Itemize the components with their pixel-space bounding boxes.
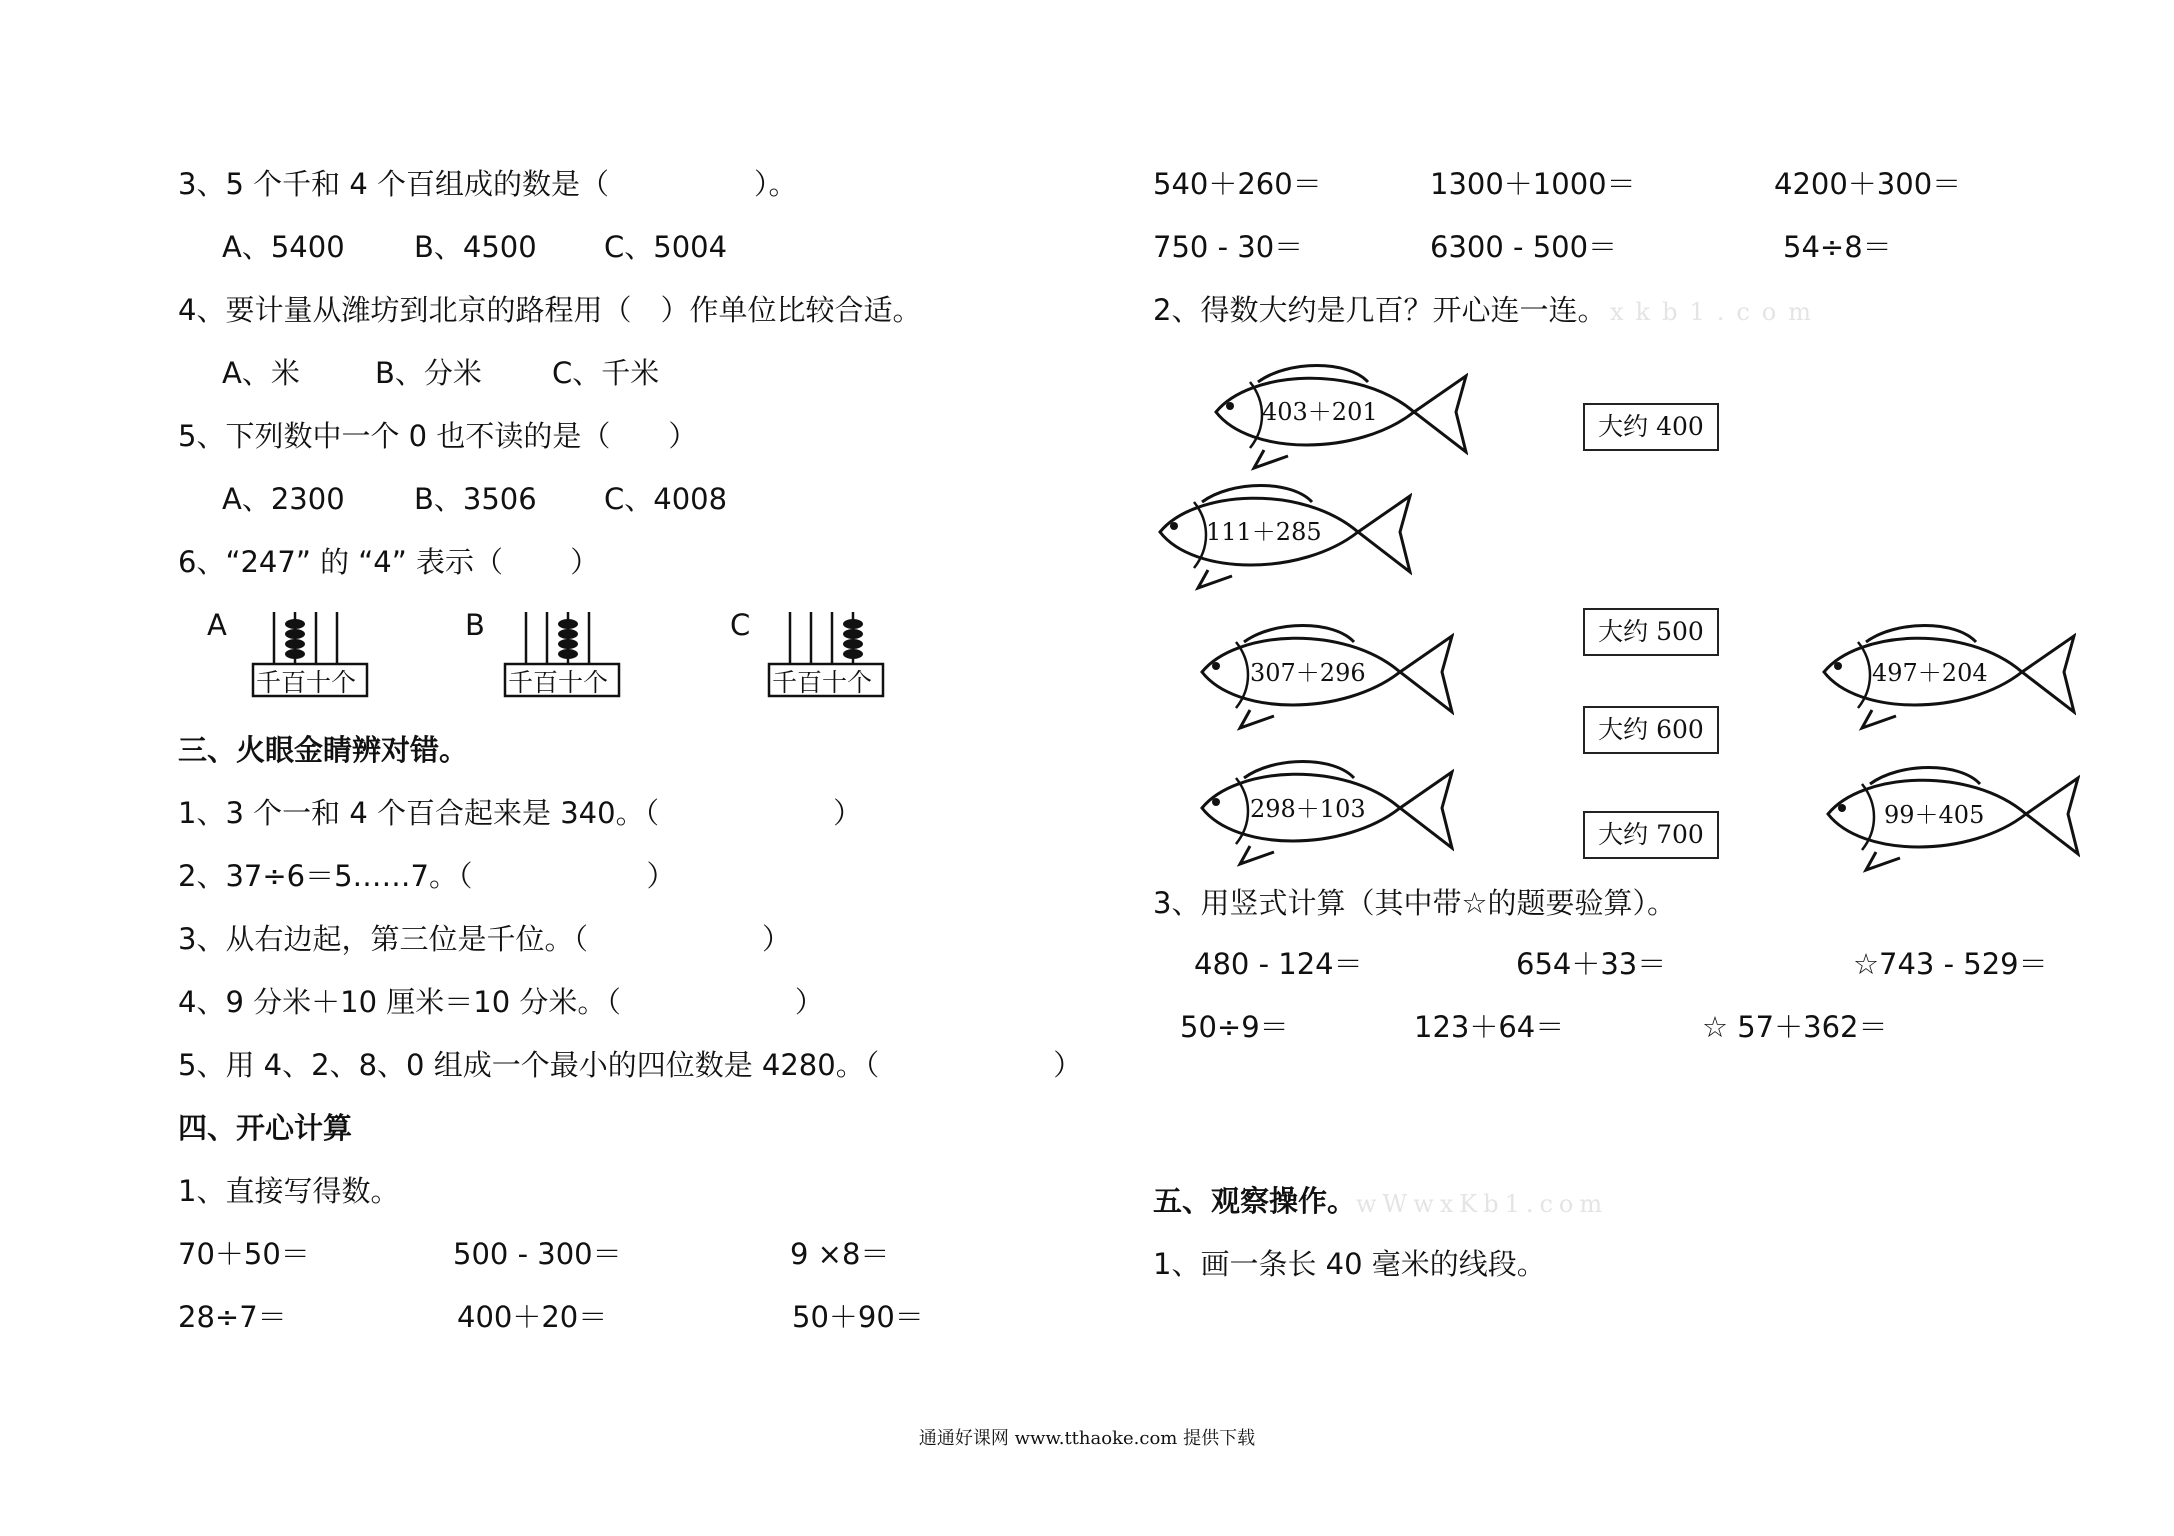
calc-item: 28÷7＝ — [178, 1300, 287, 1334]
fish-1-label: 403＋201 — [1262, 398, 1378, 426]
fish-5-label: 497＋204 — [1872, 659, 1988, 687]
q4-option-a: A、米 — [222, 356, 300, 390]
q4-option-c: C、千米 — [552, 356, 660, 390]
abacus-letter-b: B — [465, 608, 485, 642]
vertical-calc-item: 123＋64＝ — [1414, 1010, 1565, 1044]
answer-box-500[interactable]: 大约 500 — [1583, 608, 1719, 656]
vertical-calc-question: 3、用竖式计算（其中带☆的题要验算）。 — [1153, 886, 1676, 920]
q5-option-b: B、3506 — [414, 482, 537, 516]
answer-box-400[interactable]: 大约 400 — [1583, 403, 1719, 451]
fish-3-label: 307＋296 — [1250, 659, 1366, 687]
vertical-calc-item: 654＋33＝ — [1516, 947, 1667, 981]
abacus-label-a: 千百十个 — [256, 668, 357, 697]
footer-credit: 通通好课网 www.tthaoke.com 提供下载 — [918, 1428, 1256, 1449]
calc-item: 4200＋300＝ — [1774, 167, 1962, 201]
abacus-label-b: 千百十个 — [508, 668, 609, 697]
question-6: 6、“247” 的 “4” 表示（ ） — [178, 545, 600, 579]
fish-2-label: 111＋285 — [1206, 518, 1322, 546]
abacus-letter-a: A — [207, 608, 227, 642]
fish-6-label: 99＋405 — [1884, 801, 1985, 829]
vertical-calc-item: ☆ 57＋362＝ — [1702, 1010, 1888, 1044]
vertical-calc-item: 480 - 124＝ — [1194, 947, 1363, 981]
answer-box-700[interactable]: 大约 700 — [1583, 811, 1719, 859]
judge-item-2: 2、37÷6＝5……7。（ ） — [178, 859, 676, 893]
q5-option-c: C、4008 — [604, 482, 728, 516]
q3-option-b: B、4500 — [414, 230, 537, 264]
calc-item: 1300＋1000＝ — [1430, 167, 1636, 201]
abacus-label-c: 千百十个 — [772, 668, 873, 697]
section-4-subtitle: 1、直接写得数。 — [178, 1174, 400, 1208]
q4-option-b: B、分米 — [375, 356, 482, 390]
judge-item-5: 5、用 4、2、8、0 组成一个最小的四位数是 4280。（ ） — [178, 1048, 1083, 1082]
abacus-letter-c: C — [730, 608, 751, 642]
section-5-title: 五、观察操作。 — [1153, 1184, 1357, 1218]
judge-item-3: 3、从右边起，第三位是千位。（ ） — [178, 922, 791, 956]
answer-box-600[interactable]: 大约 600 — [1583, 706, 1719, 754]
judge-item-4: 4、9 分米＋10 厘米＝10 分米。（ ） — [178, 985, 824, 1019]
watermark: xkb1.com — [1610, 298, 1823, 326]
judge-item-1: 1、3 个一和 4 个百合起来是 340。（ ） — [178, 796, 863, 830]
calc-item: 50＋90＝ — [792, 1300, 924, 1334]
question-5: 5、下列数中一个 0 也不读的是（ ） — [178, 419, 698, 453]
q5-option-a: A、2300 — [222, 482, 345, 516]
question-3: 3、5 个千和 4 个百组成的数是（ ）。 — [178, 167, 798, 201]
fish-4-label: 298＋103 — [1250, 795, 1366, 823]
question-4: 4、要计量从潍坊到北京的路程用（ ）作单位比较合适。 — [178, 293, 922, 327]
match-question: 2、得数大约是几百？开心连一连。 — [1153, 293, 1607, 327]
calc-item: 6300 - 500＝ — [1430, 230, 1618, 264]
section-3-title: 三、火眼金睛辨对错。 — [178, 733, 469, 767]
section-4-title: 四、开心计算 — [178, 1111, 353, 1145]
draw-line-question: 1、画一条长 40 毫米的线段。 — [1153, 1247, 1546, 1281]
calc-item: 70＋50＝ — [178, 1237, 310, 1271]
vertical-calc-item: ☆743 - 529＝ — [1853, 947, 2048, 981]
calc-item: 750 - 30＝ — [1153, 230, 1304, 264]
vertical-calc-item: 50÷9＝ — [1180, 1010, 1289, 1044]
calc-item: 9 ×8＝ — [790, 1237, 890, 1271]
q3-option-a: A、5400 — [222, 230, 345, 264]
calc-item: 540＋260＝ — [1153, 167, 1322, 201]
q3-option-c: C、5004 — [604, 230, 728, 264]
calc-item: 500 - 300＝ — [453, 1237, 622, 1271]
watermark: wWwxKb1.com — [1356, 1190, 1609, 1218]
calc-item: 400＋20＝ — [457, 1300, 608, 1334]
calc-item: 54÷8＝ — [1783, 230, 1892, 264]
